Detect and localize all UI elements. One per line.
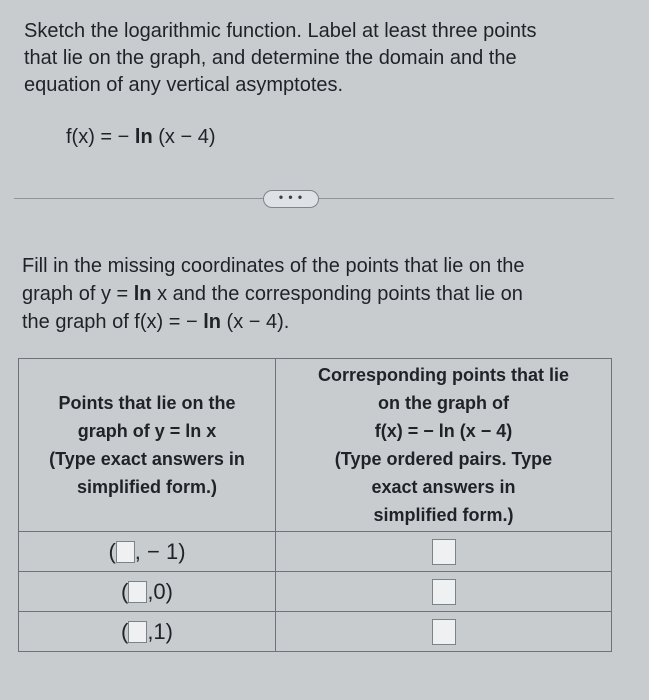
header-line: Corresponding points that lie (318, 365, 569, 385)
answer-cell (276, 572, 612, 612)
x-coordinate-input[interactable] (128, 621, 147, 643)
open-paren: ( (108, 538, 116, 564)
answer-cell (276, 532, 612, 572)
right-column-header (276, 359, 612, 532)
ordered-pair-input[interactable] (432, 619, 456, 645)
instruction-line (22, 308, 622, 336)
instruction-ln: ln (203, 311, 221, 333)
instruction-ln: ln (133, 283, 152, 305)
header-line: simplified form.) (76, 477, 217, 497)
table-row (19, 612, 612, 652)
table-row (19, 572, 612, 612)
instruction-text: x and the corresponding points that lie on (151, 283, 523, 305)
header-line: simplified form.) (373, 505, 514, 525)
instruction-text: (x − 4). (221, 311, 290, 333)
header-line: f(x) = − ln (x − 4) (374, 421, 513, 441)
ln-point-cell (19, 532, 276, 572)
x-coordinate-input[interactable] (128, 581, 147, 603)
instruction-text: graph of y = (22, 283, 134, 305)
table-row (19, 532, 612, 572)
function-arg: (x − 4) (158, 126, 216, 148)
expand-more-button[interactable]: • • • (263, 190, 319, 208)
x-coordinate-input[interactable] (116, 541, 135, 563)
function-ln: ln (134, 126, 153, 148)
header-line: (Type ordered pairs. Type (334, 449, 553, 469)
instructions (22, 252, 622, 336)
ordered-pair-input[interactable] (432, 579, 456, 605)
y-coordinate-text: ,1) (147, 618, 173, 644)
open-paren: ( (120, 618, 129, 644)
y-coordinate-text: ,0) (147, 578, 173, 604)
answer-cell (276, 612, 612, 652)
header-line: on the graph of (378, 393, 509, 413)
open-paren: ( (120, 578, 129, 604)
problem-line: equation of any vertical asymptotes. (24, 74, 344, 96)
y-coordinate-text: , − 1) (134, 538, 186, 564)
points-table (18, 358, 612, 652)
header-line: graph of y = ln x (77, 421, 217, 441)
problem-line: that lie on the graph, and determine the domain and the (24, 47, 517, 69)
function-definition (66, 126, 216, 149)
instruction-text: the graph of f(x) = − (22, 311, 204, 333)
ln-point-cell (19, 612, 276, 652)
problem-statement (24, 18, 624, 99)
left-column-header (19, 359, 276, 532)
ln-point-cell (19, 572, 276, 612)
header-line: Points that lie on the (58, 393, 236, 413)
problem-line: Sketch the logarithmic function. Label at least three points (24, 20, 537, 42)
ordered-pair-input[interactable] (432, 539, 456, 565)
function-lhs: f(x) = − (66, 126, 130, 148)
instruction-line (22, 280, 622, 308)
instruction-line: Fill in the missing coordinates of the points that lie on the (22, 255, 525, 277)
header-line: (Type exact answers in (49, 449, 245, 469)
header-line: exact answers in (371, 477, 516, 497)
